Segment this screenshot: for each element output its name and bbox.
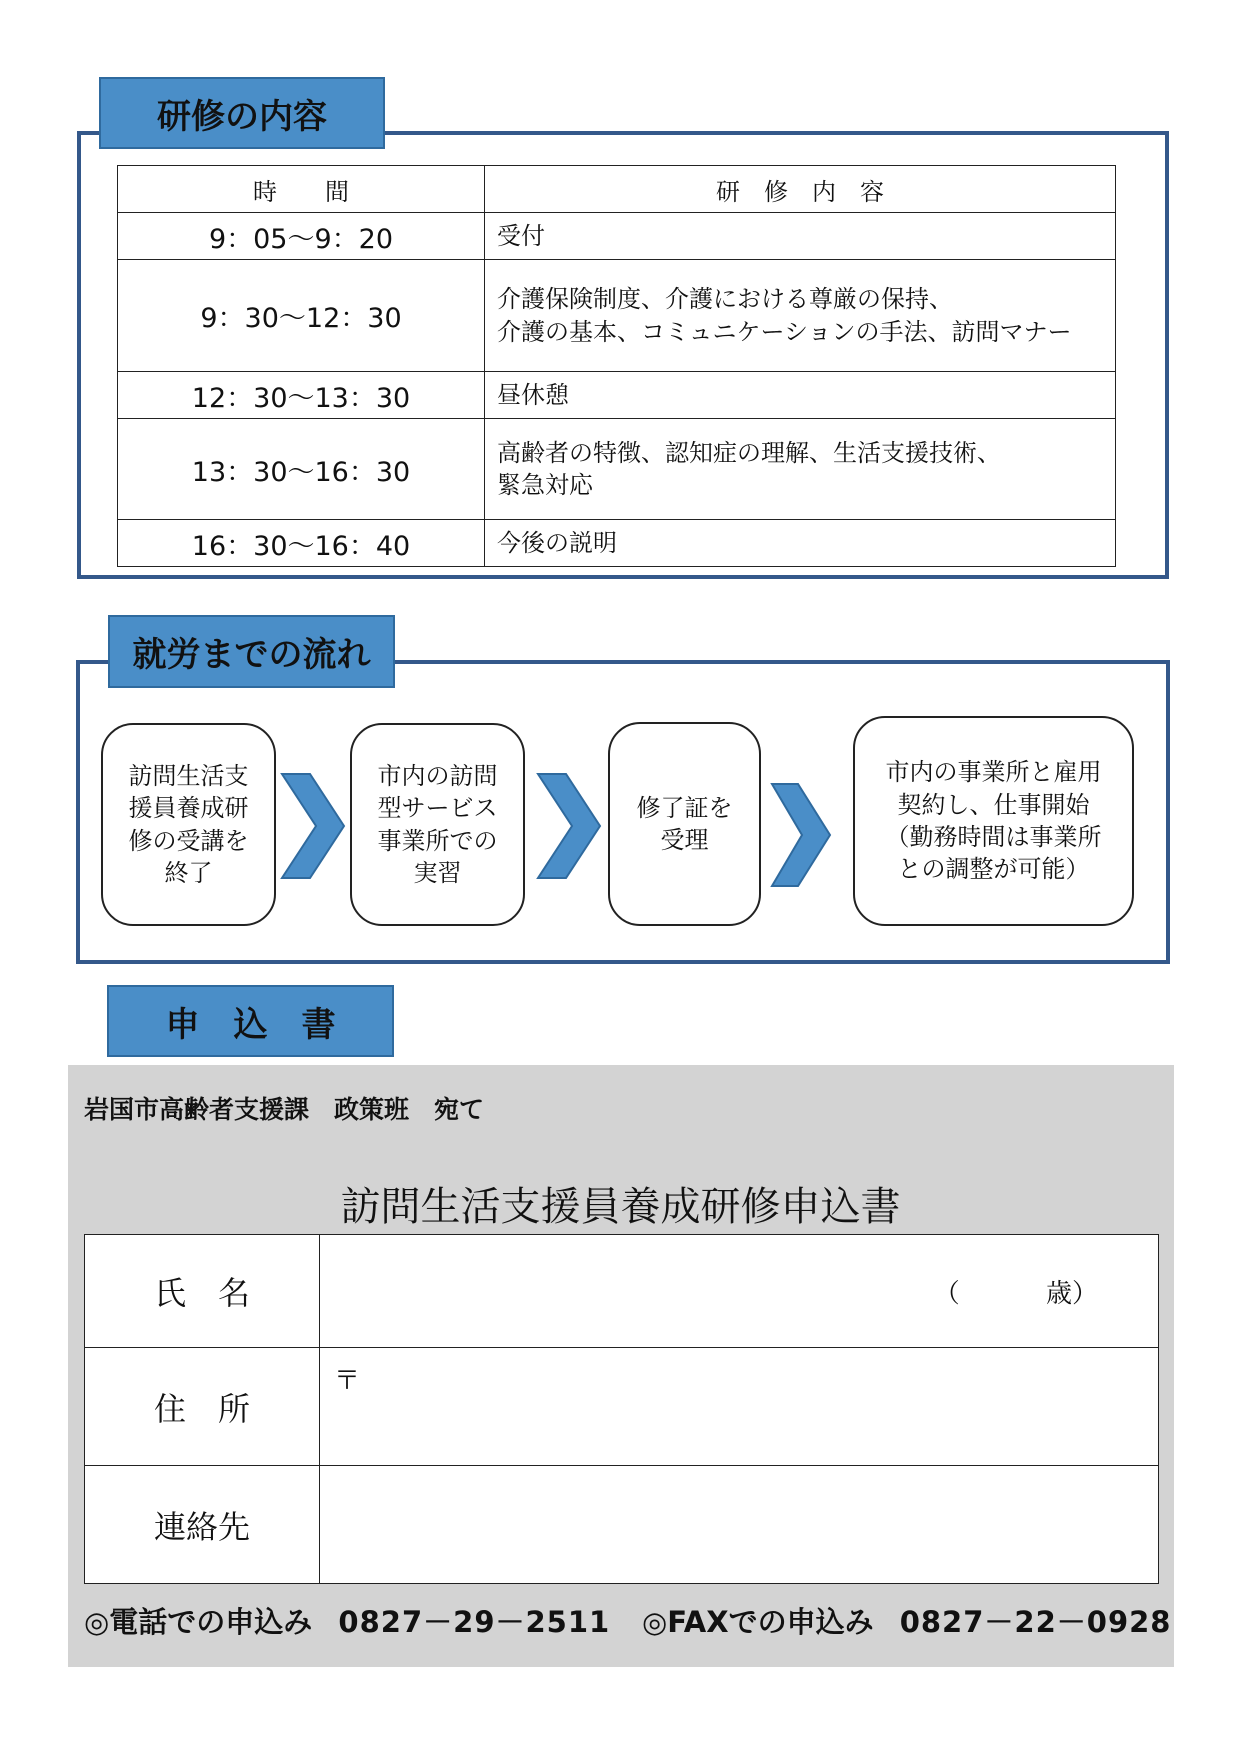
step-line: 修の受講を <box>128 826 249 855</box>
form-row-name <box>85 1235 1159 1348</box>
application-tab <box>107 985 394 1057</box>
training-content-title: 研修の内容 <box>157 96 327 137</box>
step-line: 事業所での <box>377 826 498 855</box>
employment-flow-title: 就労までの流れ <box>132 635 371 675</box>
chevron-right-icon <box>280 772 346 880</box>
name-field[interactable] <box>320 1235 1159 1348</box>
row-content <box>485 419 1116 520</box>
row-content-line: 緊急対応 <box>497 471 593 499</box>
chevron-right-icon <box>770 782 832 888</box>
step-line: 終了 <box>164 858 213 887</box>
step-line: 援員養成研 <box>128 794 249 823</box>
schedule-table <box>117 165 1116 567</box>
step-line: 受理 <box>660 826 709 854</box>
step-line: 型サービス <box>377 794 498 823</box>
row-content-line: 昼休憩 <box>497 380 569 409</box>
name-label: 氏 名 <box>85 1235 320 1348</box>
chevron-right-icon <box>536 772 602 880</box>
row-time: 9：05～9：20 <box>118 213 485 260</box>
flow-step-2 <box>350 723 525 926</box>
application-tab-title: 申 込 書 <box>165 1004 336 1045</box>
row-content-line: 介護保険制度、介護における尊厳の保持、 <box>497 285 953 314</box>
training-content-tab <box>99 77 385 149</box>
addressee: 岩国市高齢者支援課 政策班 宛て <box>84 1095 485 1124</box>
step-line: 修了証を <box>636 793 733 822</box>
row-time: 9：30～12：30 <box>118 260 485 372</box>
form-row-contact <box>85 1466 1159 1584</box>
row-content-line: 受付 <box>497 221 545 250</box>
contact-label: 連絡先 <box>85 1466 320 1584</box>
row-time: 13：30～16：30 <box>118 419 485 520</box>
step-line: との調整が可能） <box>897 855 1090 884</box>
phone-number: 0827－29－2511 <box>338 1605 611 1639</box>
row-time: 12：30～13：30 <box>118 372 485 419</box>
fax-label: ◎FAXでの申込み <box>642 1605 874 1639</box>
contact-field[interactable] <box>320 1466 1159 1584</box>
step-line: 市内の訪問 <box>377 761 498 790</box>
application-table <box>84 1234 1159 1584</box>
address-field[interactable] <box>320 1348 1159 1466</box>
flow-step-3 <box>608 722 761 926</box>
fax-application <box>642 1600 1172 1641</box>
row-content-line: 介護の基本、コミュニケーションの手法、訪問マナー <box>497 317 1072 346</box>
age-suffix: （ 歳） <box>933 1279 1098 1309</box>
row-content <box>485 260 1116 372</box>
table-row <box>118 520 1116 567</box>
table-row <box>118 213 1116 260</box>
table-row <box>118 372 1116 419</box>
row-content-line: 高齢者の特徴、認知症の理解、生活支援技術、 <box>497 438 1001 467</box>
step-line: 市内の事業所と雇用 <box>885 758 1102 787</box>
phone-application <box>84 1600 610 1641</box>
fax-number: 0827－22－0928 <box>899 1605 1172 1639</box>
step-line: 契約し、仕事開始 <box>897 790 1090 819</box>
address-label: 住 所 <box>85 1348 320 1466</box>
header-time: 時 間 <box>118 166 485 213</box>
employment-flow-tab <box>108 615 395 688</box>
form-row-address <box>85 1348 1159 1466</box>
form-title: 訪問生活支援員養成研修申込書 <box>340 1184 901 1230</box>
phone-label: ◎電話での申込み <box>84 1605 313 1639</box>
table-row <box>118 419 1116 520</box>
schedule-header-row <box>118 166 1116 213</box>
row-content <box>485 372 1116 419</box>
row-time: 16：30～16：40 <box>118 520 485 567</box>
step-line: （勤務時間は事業所 <box>885 823 1102 851</box>
header-content: 研 修 内 容 <box>485 166 1116 213</box>
flow-step-1 <box>101 723 276 926</box>
row-content <box>485 213 1116 260</box>
row-content <box>485 520 1116 567</box>
table-row <box>118 260 1116 372</box>
step-line: 訪問生活支 <box>128 761 249 790</box>
flow-step-4 <box>853 716 1134 926</box>
row-content-line: 今後の説明 <box>497 528 617 557</box>
postal-mark: 〒 <box>334 1366 361 1396</box>
step-line: 実習 <box>413 858 462 887</box>
